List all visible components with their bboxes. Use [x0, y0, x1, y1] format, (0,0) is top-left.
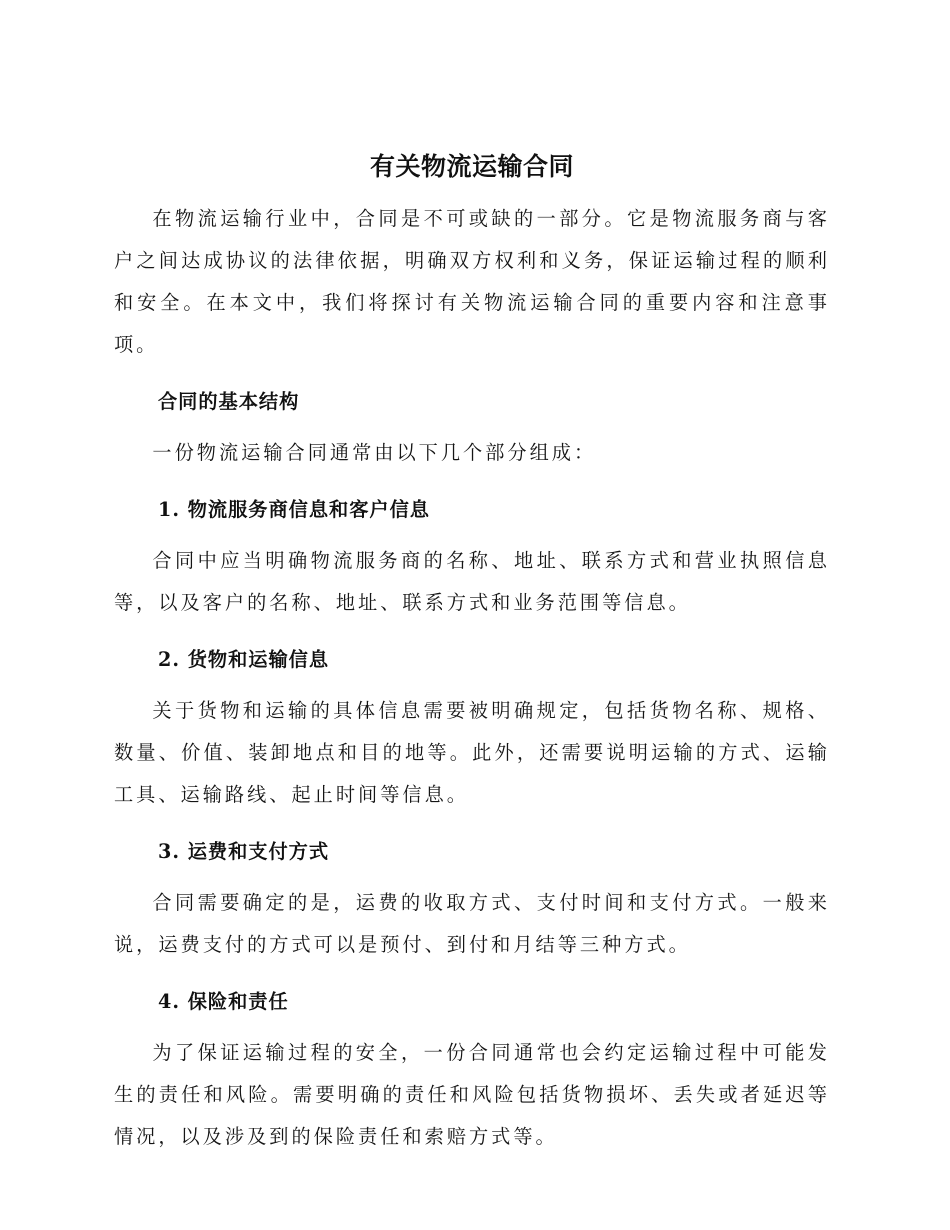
item-body-goods: 关于货物和运输的具体信息需要被明确规定，包括货物名称、规格、数量、价值、装卸地点和目的地等。此外，还需要说明运输的方式、运输工具、运输路线、起止时间等信息。 [114, 699, 830, 806]
section-intro-paragraph: 一份物流运输合同通常由以下几个部分组成： [152, 441, 597, 464]
item-heading-goods: 2. 货物和运输信息 [158, 648, 330, 671]
document-title: 有关物流运输合同 [369, 152, 574, 181]
item-body-insurance: 为了保证运输过程的安全，一份合同通常也会约定运输过程中可能发生的责任和风险。需要明确的责任和风险包括货物损坏、丢失或者延迟等情况，以及涉及到的保险责任和索赔方式等。 [114, 1041, 830, 1148]
document-content [114, 150, 830, 1172]
item-heading-insurance: 4. 保险和责任 [158, 990, 289, 1013]
item-heading-parties: 1. 物流服务商信息和客户信息 [158, 498, 430, 521]
section-heading-structure: 合同的基本结构 [158, 390, 300, 413]
intro-paragraph: 在物流运输行业中，合同是不可或缺的一部分。它是物流服务商与客户之间达成协议的法律依据，明确双方权利和义务，保证运输过程的顺利和安全。在本文中，我们将探讨有关物流运输合同的重要内容和注意事项。 [114, 207, 830, 356]
item-body-freight: 合同需要确定的是，运费的收取方式、支付时间和支付方式。一般来说，运费支付的方式可以是预付、到付和月结等三种方式。 [114, 891, 830, 956]
item-body-parties: 合同中应当明确物流服务商的名称、地址、联系方式和营业执照信息等，以及客户的名称、地址、联系方式和业务范围等信息。 [114, 549, 830, 614]
item-heading-freight: 3. 运费和支付方式 [158, 840, 330, 863]
